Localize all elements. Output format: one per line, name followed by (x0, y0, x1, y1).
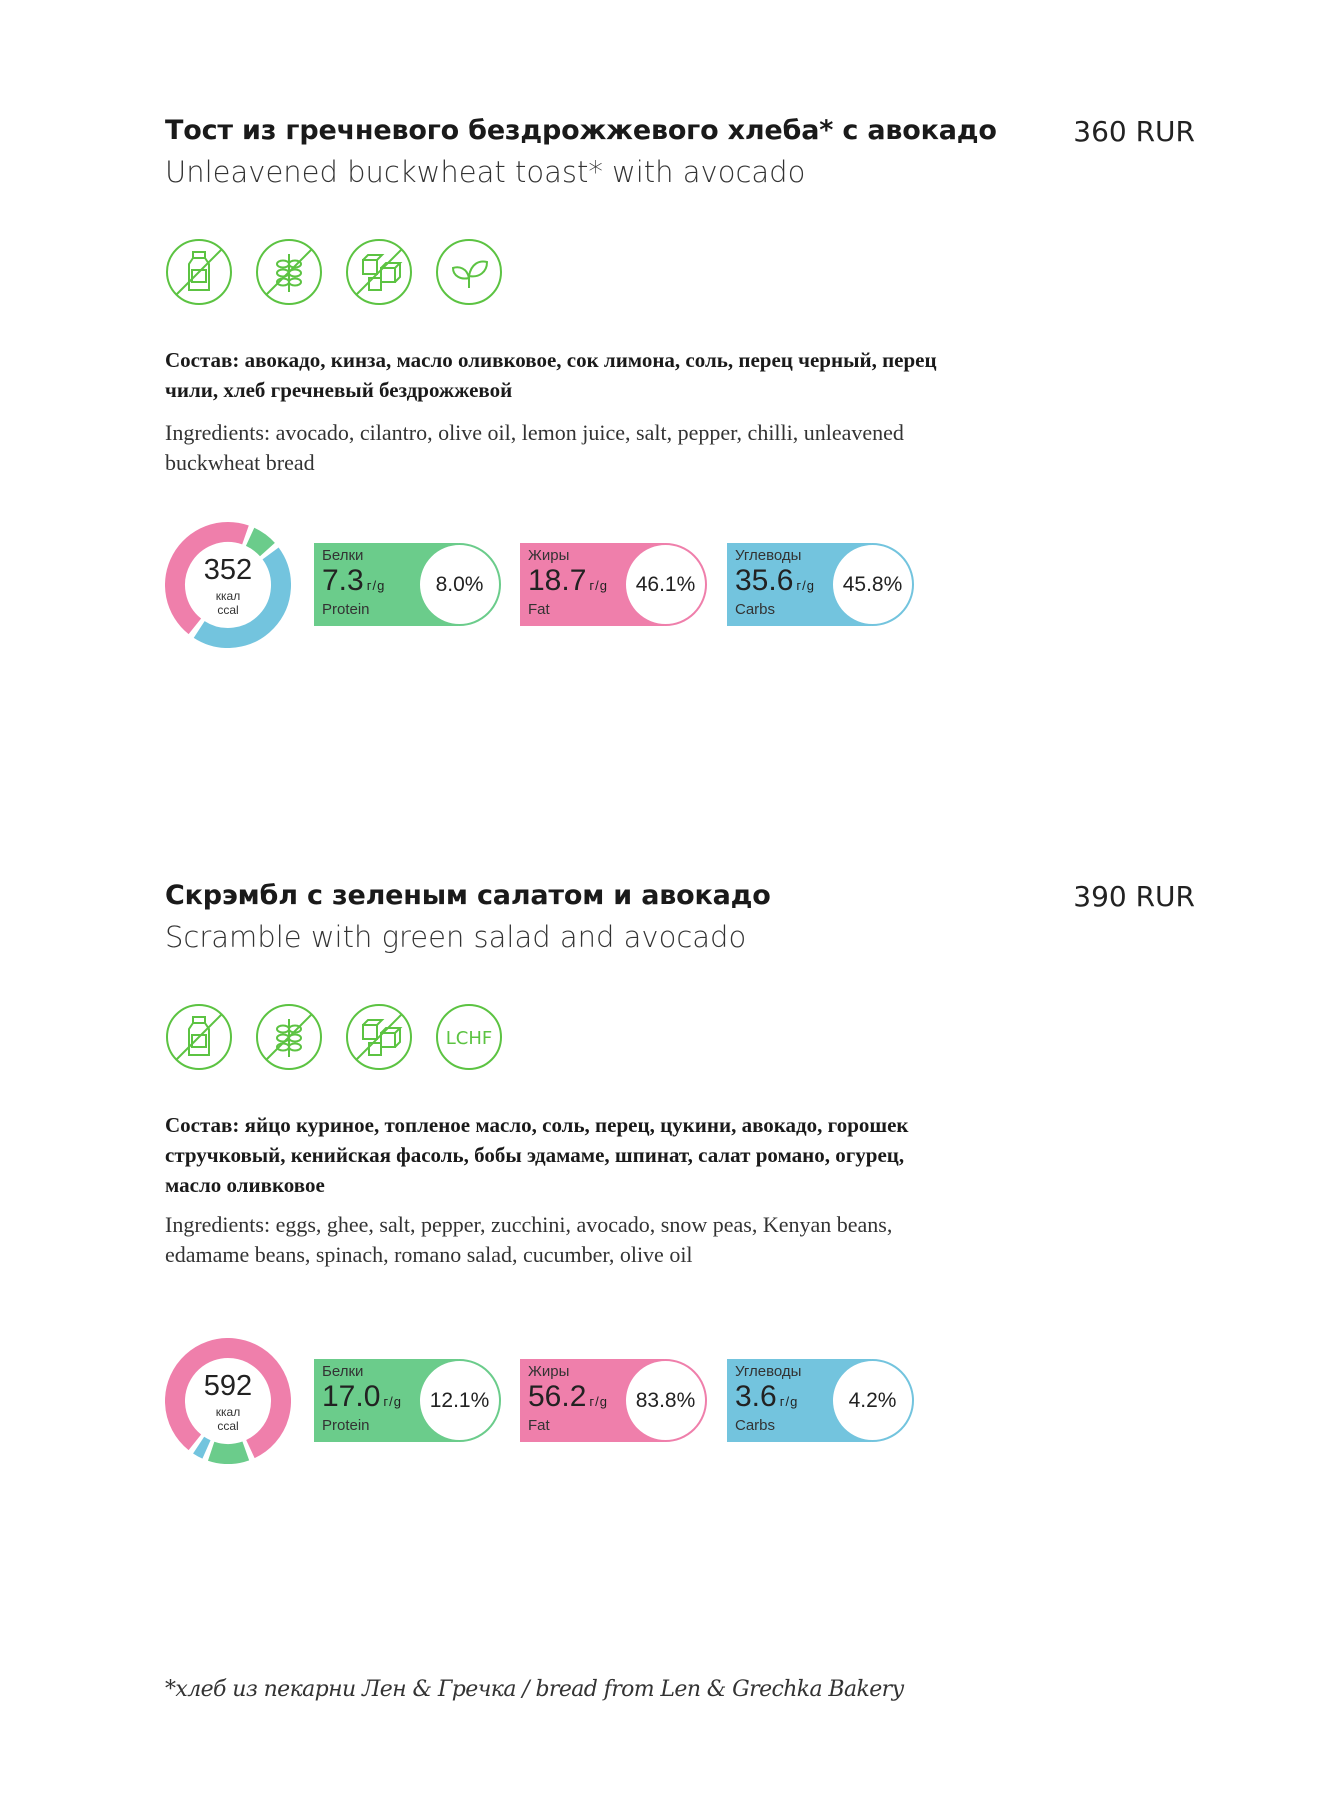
protein-value (322, 564, 385, 598)
fat-percent: 46.1% (624, 543, 707, 626)
calorie-donut (165, 1338, 291, 1464)
gluten-free-icon (255, 1003, 323, 1071)
protein-unit: г/g (383, 1394, 402, 1409)
kcal-label-en: ccal (217, 1419, 239, 1433)
protein-label-ru: Белки (322, 547, 364, 564)
fat-grams: 18.7 (528, 564, 587, 597)
dish-title-en: Unleavened buckwheat toast* with avocado (165, 155, 806, 189)
ingredients-en: Ingredients: avocado, cilantro, olive oil, lemon juice, salt, pepper, chilli, unleavened buckwheat bread (165, 420, 904, 475)
fat-percent: 83.8% (624, 1359, 707, 1442)
carbs-card (727, 543, 913, 626)
sugar-free-icon (345, 238, 413, 306)
carbs-unit: г/g (779, 1394, 799, 1409)
fat-label-ru: Жиры (528, 1363, 570, 1380)
protein-label-en: Protein (322, 1417, 370, 1434)
carbs-card (727, 1359, 913, 1442)
kcal-value: 352 (203, 554, 253, 586)
footnote: *хлеб из пекарни Лен & Гречка / bread from Len & Grechka Bakery (165, 1677, 904, 1702)
carbs-value (735, 1380, 798, 1414)
sugar-free-icon (345, 1003, 413, 1071)
carbs-donut-segment (199, 1445, 207, 1449)
kcal-value: 592 (203, 1370, 253, 1402)
kcal-label-ru: ккал (215, 589, 241, 603)
carbs-value (735, 564, 815, 598)
carbs-grams: 3.6 (735, 1380, 777, 1413)
lactose-free-icon (165, 1003, 233, 1071)
lchf-icon (435, 1003, 503, 1071)
carbs-label-en: Carbs (735, 601, 776, 618)
composition-ru: Состав: авокадо, кинза, масло оливковое, сок лимона, соль, перец черный, перец чили, хлеб гречневый бездрожжевой (165, 348, 937, 402)
fat-label-en: Fat (528, 1417, 550, 1434)
fat-card (520, 543, 706, 626)
carbs-label-ru: Углеводы (735, 1363, 802, 1380)
dish-title-ru: Скрэмбл с зеленым салатом и авокадо (165, 880, 771, 911)
protein-percent: 12.1% (418, 1359, 501, 1442)
gluten-free-icon (255, 238, 323, 306)
nutrition-panel (165, 522, 965, 652)
protein-label-ru: Белки (322, 1363, 364, 1380)
protein-label-en: Protein (322, 601, 370, 618)
protein-unit: г/g (366, 578, 386, 593)
ingredients-en: Ingredients: eggs, ghee, salt, pepper, zucchini, avocado, snow peas, Kenyan beans, edamame beans, spinach, romano salad, cucumber, olive oil (165, 1212, 893, 1267)
dish-price: 360 RUR (1073, 115, 1195, 148)
calorie-donut (165, 522, 291, 648)
protein-card (314, 543, 500, 626)
protein-card (314, 1359, 500, 1442)
fat-grams: 56.2 (528, 1380, 587, 1413)
carbs-label-ru: Углеводы (735, 547, 802, 564)
protein-grams: 7.3 (322, 564, 364, 597)
fat-unit: г/g (589, 1394, 608, 1409)
fat-label-en: Fat (528, 601, 550, 618)
nutrition-panel (165, 1338, 965, 1468)
protein-percent: 8.0% (418, 543, 501, 626)
fat-label-ru: Жиры (528, 547, 570, 564)
fat-value (528, 1380, 608, 1414)
kcal-label-ru: ккал (215, 1405, 241, 1419)
lactose-free-icon (165, 238, 233, 306)
kcal-label-en: ccal (217, 603, 239, 617)
carbs-unit: г/g (796, 578, 815, 593)
carbs-percent: 45.8% (831, 543, 914, 626)
vegan-icon (435, 238, 503, 306)
protein-grams: 17.0 (322, 1380, 381, 1413)
fat-unit: г/g (589, 578, 608, 593)
dish-title-ru: Тост из гречневого бездрожжевого хлеба* с авокадо (165, 115, 997, 146)
protein-donut-segment (211, 1451, 246, 1454)
protein-value (322, 1380, 402, 1414)
fat-card (520, 1359, 706, 1442)
dish-price: 390 RUR (1073, 880, 1195, 913)
protein-donut-segment (250, 537, 267, 550)
carbs-percent: 4.2% (831, 1359, 914, 1442)
lchf-label: LCHF (445, 1028, 493, 1049)
carbs-grams: 35.6 (735, 564, 794, 597)
dish-title-en: Scramble with green salad and avocado (165, 920, 747, 954)
carbs-label-en: Carbs (735, 1417, 776, 1434)
fat-value (528, 564, 608, 598)
composition-ru: Состав: яйцо куриное, топленое масло, соль, перец, цукини, авокадо, горошек стручковый, кенийская фасоль, бобы эдамаме, шпинат, салат романо, огурец, масло оливковое (165, 1113, 909, 1197)
